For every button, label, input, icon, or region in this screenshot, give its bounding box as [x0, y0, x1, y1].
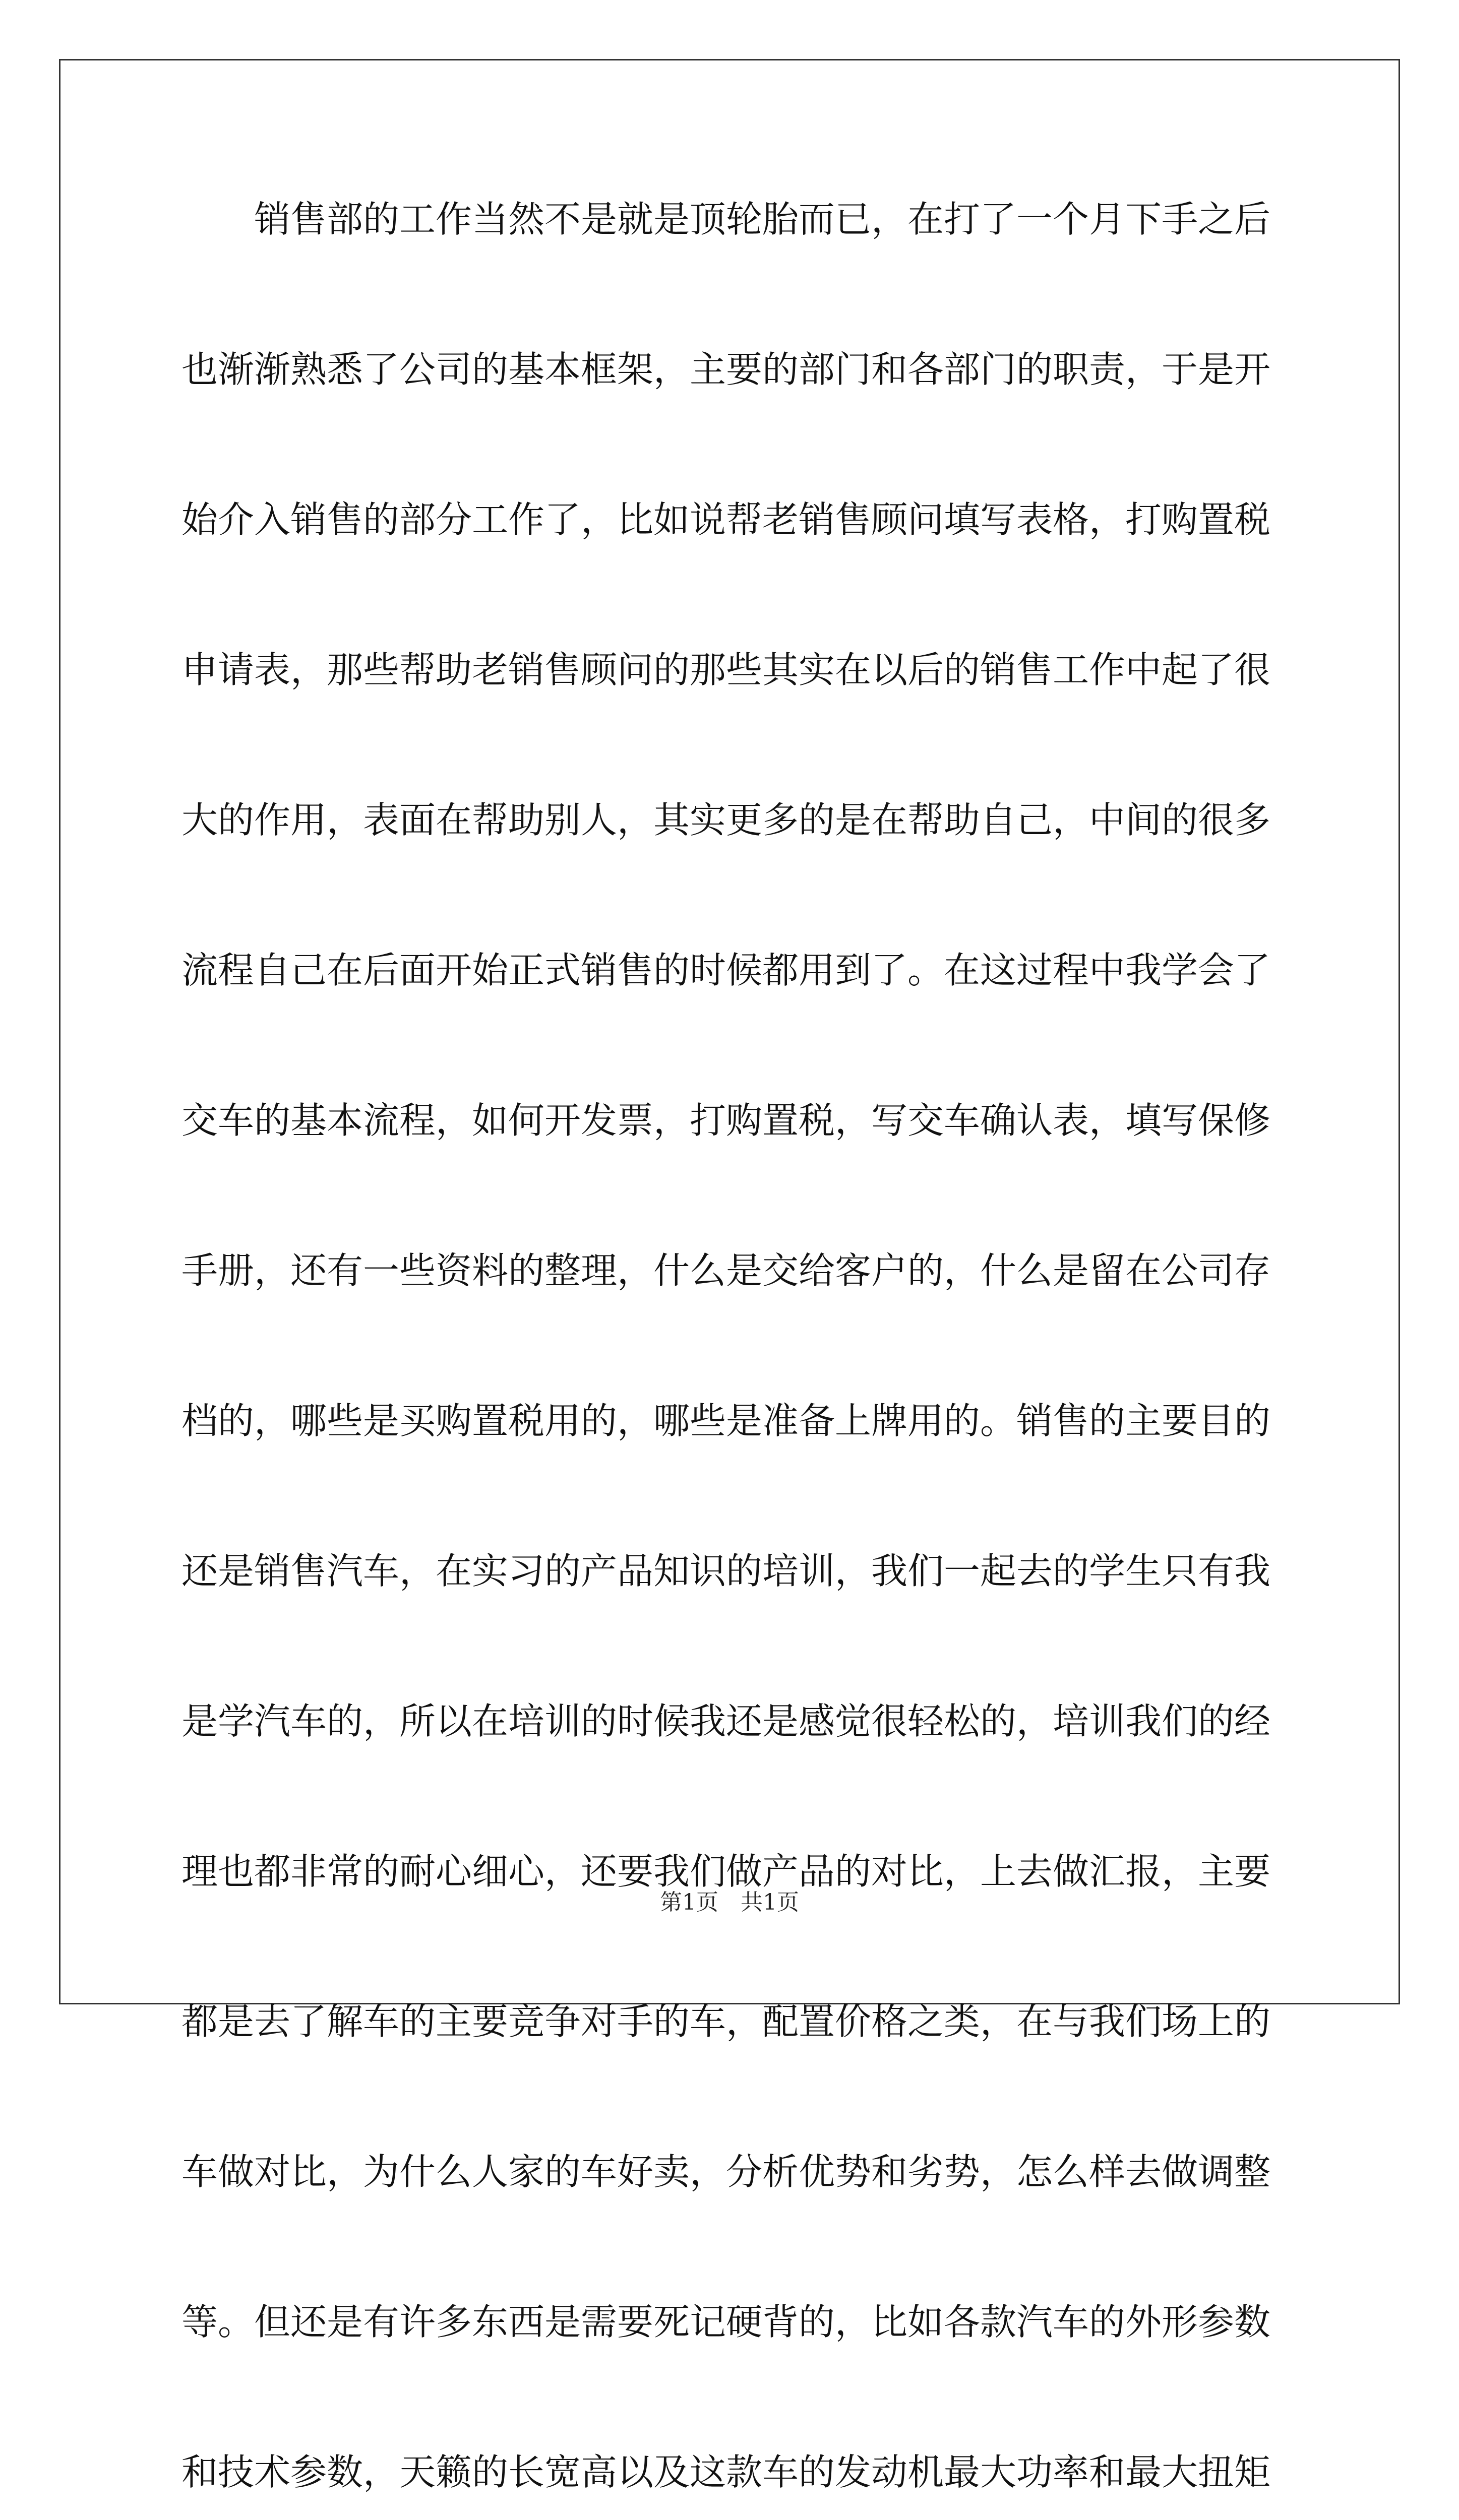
paragraph-line-11: 是学汽车的，所以在培训的时候我还是感觉很轻松的，培训我们的经 [181, 1700, 1271, 1742]
paragraph-line-7: 交车的基本流程，如何开发票，打购置税，写交车确认表，填写保修 [181, 1099, 1271, 1142]
paragraph-line-2: 也渐渐熟悉了公司的基本框架，主要的部门和各部门的职责，于是开 [181, 348, 1271, 391]
page-number-footer: 第1页 共1页 [660, 1889, 799, 1915]
paragraph-line-14: 车做对比，为什么人家的车好卖，分析优势和劣势，怎么样去做调整 [181, 2151, 1271, 2193]
paragraph-line-3: 始介入销售的部分工作了，比如说帮老销售顾问填写表格，打购置税 [181, 498, 1271, 541]
document-body [181, 186, 1284, 2520]
paragraph-line-10: 还是销售汽车，在实习的产品知识的培训，我们一起去的学生只有我 [181, 1550, 1271, 1592]
paragraph-line-12: 理也都非常的耐心细心，还要我们做产品的对比，上去做汇报，主要 [181, 1850, 1271, 1893]
paragraph-line-6: 流程自己在后面开始正式销售的时候都用到了。在这过程中我学会了 [181, 949, 1271, 991]
paragraph-line-16: 和技术参数，天籁的长宽高以及这款车的发动机最大功率和最大扭矩 [181, 2451, 1271, 2493]
paragraph-line-5: 大的作用，表面在帮助别人，其实更多的是在帮助自己，中间的很多 [181, 799, 1271, 841]
paragraph-line-9: 档的，哪些是买购置税用的，哪些是准备上牌用的。销售的主要目的 [181, 1400, 1271, 1442]
paragraph-line-1: 销售部的工作当然不是就是顶轮胎而已，在打了一个月下手之后 [254, 198, 1271, 240]
paragraph-line-15: 等。但还是有许多东西是需要死记硬背的，比如各款汽车的外形参数 [181, 2301, 1271, 2343]
paragraph-line-8: 手册，还有一些资料的整理，什么是交给客户的，什么是留在公司存 [181, 1249, 1271, 1292]
paragraph-line-4: 申请表，那些帮助老销售顾问的那些其实在以后的销售工作中起了很 [181, 649, 1271, 691]
paragraph-line-13: 都是去了解车的主要竞争对手的车，配置价格之类，在与我们场上的 [181, 2000, 1271, 2043]
